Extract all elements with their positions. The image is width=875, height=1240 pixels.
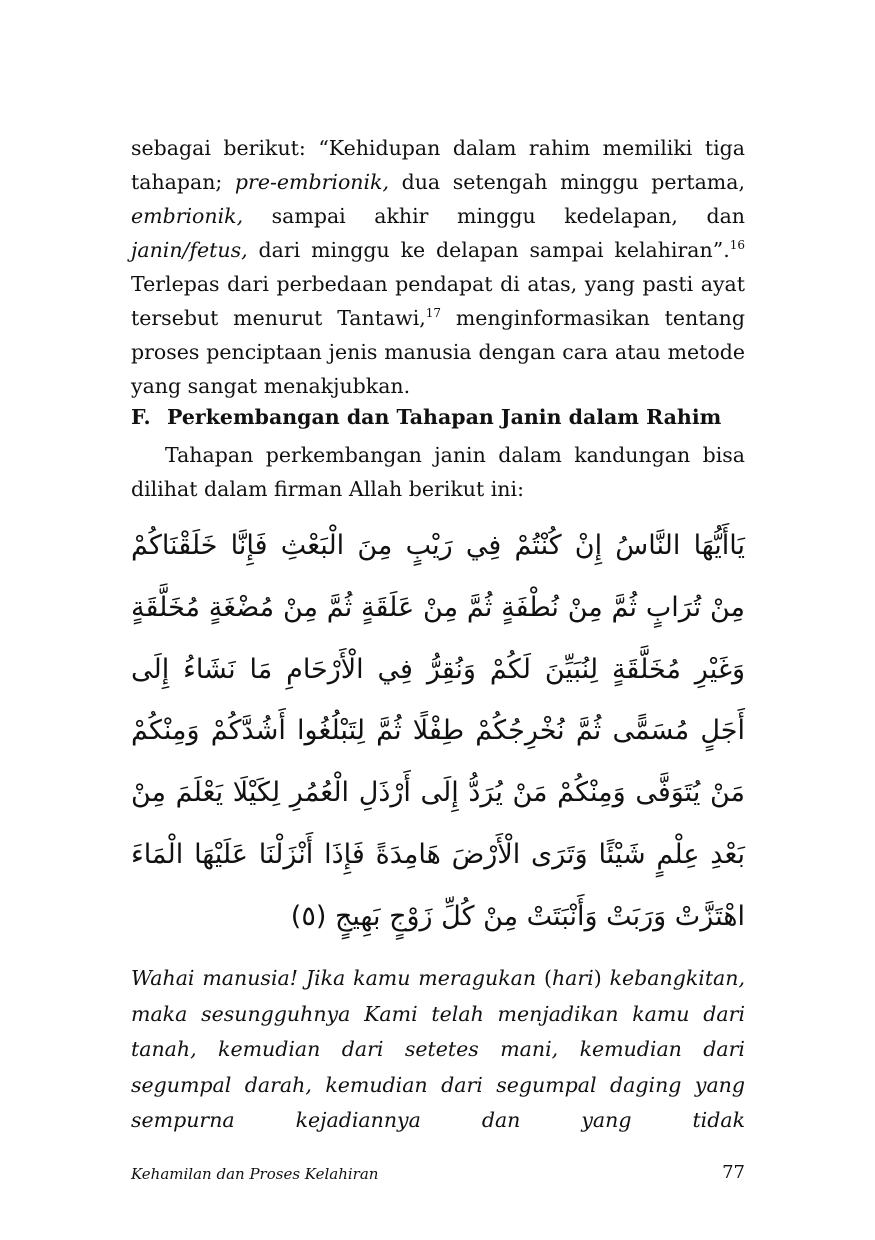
paragraph-text: menginformasikan tentang proses penciptaan jenis manusia dengan cara atau metode yang sangat menakjubkan. — [131, 306, 745, 398]
running-footer-title: Kehamilan dan Proses Kelahiran — [131, 1165, 379, 1183]
section-number: F. — [131, 405, 151, 429]
paren: ( — [543, 966, 552, 990]
footnote-ref[interactable]: 17 — [425, 306, 442, 321]
body-paragraph — [131, 131, 745, 403]
italic-term: embrionik, — [131, 204, 244, 228]
paragraph-text: Terlepas dari perbedaan pendapat di atas, yang pasti ayat tersebut menurut Tantawi, — [131, 272, 745, 330]
arabic-verse: يَاأَيُّهَا النَّاسُ إِنْ كُنْتُمْ فِي رَيْبٍ مِنَ الْبَعْثِ فَإِنَّا خَلَقْنَاكُمْ مِنْ تُرَابٍ ثُمَّ مِنْ نُطْفَةٍ ثُمَّ مِنْ عَلَقَةٍ ثُمَّ مِنْ مُضْغَةٍ مُخَلَّقَةٍ وَغَيْرِ مُخَلَّقَةٍ لِنُبَيِّنَ لَكُمْ وَنُقِرُّ فِي الْأَرْحَامِ مَا نَشَاءُ إِلَى أَجَلٍ مُسَمًّى ثُمَّ نُخْرِجُكُمْ طِفْلًا ثُمَّ لِتَبْلُغُوا أَشُدَّكُمْ وَمِنْكُمْ مَنْ يُتَوَفَّى وَمِنْكُمْ مَنْ يُرَدُّ إِلَى أَرْذَلِ الْعُمُرِ لِكَيْلَا يَعْلَمَ مِنْ بَعْدِ عِلْمٍ شَيْئًا وَتَرَى الْأَرْضَ هَامِدَةً فَإِذَا أَنْزَلْنَا عَلَيْهَا الْمَاءَ اهْتَزَّتْ وَرَبَتْ وَأَنْبَتَتْ مِنْ كُلِّ زَوْجٍ بَهِيجٍ (٥) — [131, 530, 745, 932]
italic-term: pre-embrionik, — [234, 170, 389, 194]
verse-translation — [131, 961, 745, 1139]
section-heading — [131, 402, 745, 432]
paragraph-text: sampai akhir minggu kedelapan, dan — [243, 204, 745, 228]
translation-text: hari — [551, 966, 594, 990]
italic-term: janin/fetus, — [131, 238, 248, 262]
section-intro: Tahapan perkembangan janin dalam kandungan bisa dilihat dalam firman Allah berikut ini: — [131, 443, 745, 501]
paragraph-text: sebagai berikut: “Kehidupan dalam rahim memiliki tiga tahapan; — [131, 136, 745, 194]
translation-text: kebangkitan, maka sesungguhnya Kami telah menjadikan kamu dari tanah, kemudian dari setetes mani, kemudian dari segumpal darah, kemudian dari segumpal daging yang sempurna kejadiannya dan yang tidak — [131, 966, 745, 1132]
paren: ) — [593, 966, 602, 990]
section-title: Perkembangan dan Tahapan Janin dalam Rahim — [167, 405, 722, 429]
translation-text: Wahai manusia! Jika kamu meragukan — [131, 966, 544, 990]
paragraph-text: dari minggu ke delapan sampai kelahiran”. — [247, 238, 730, 262]
page-number: 77 — [722, 1162, 745, 1183]
paragraph-text: dua setengah minggu pertama, — [389, 170, 745, 194]
footnote-ref[interactable]: 16 — [729, 238, 745, 253]
